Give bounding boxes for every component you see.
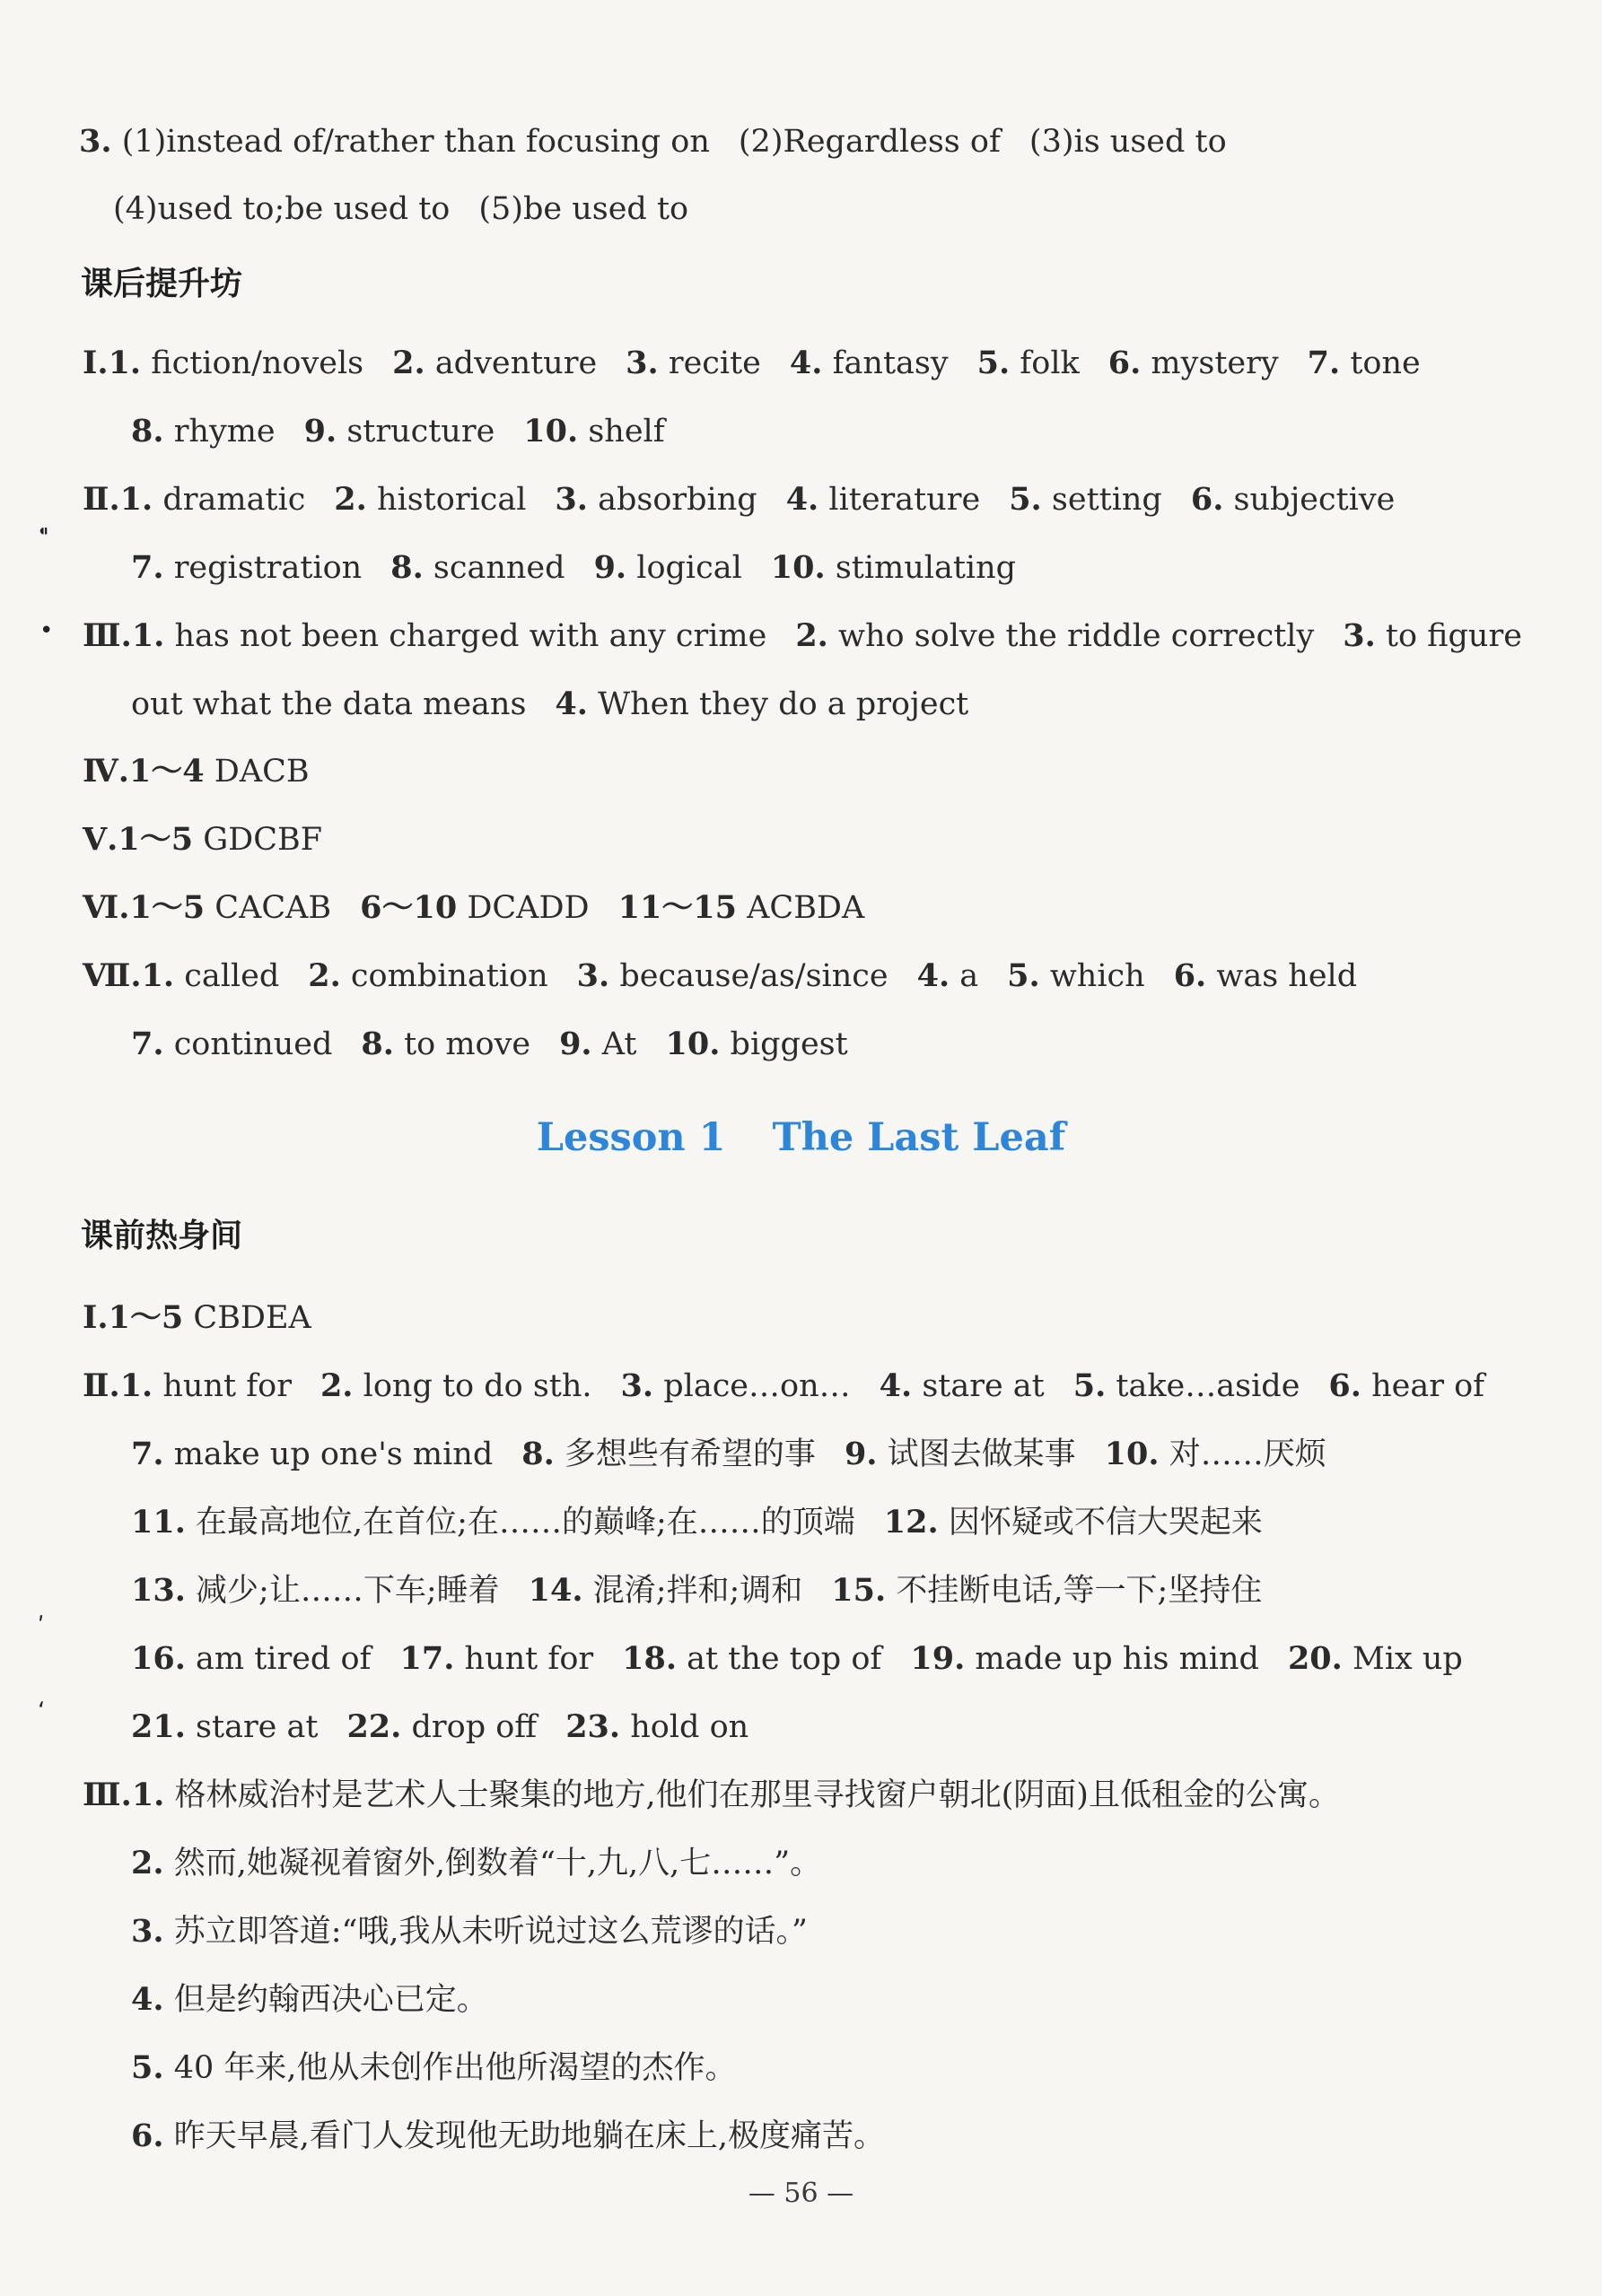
answer-text: 然而,她凝视着窗外,倒数着“十,九,八,七……”。 (173, 1846, 822, 1881)
answer-text: stimulating (835, 550, 1017, 586)
section-numeral: Ⅴ. (83, 821, 118, 858)
answer-item (83, 618, 766, 654)
question-number: 5. (1007, 957, 1040, 994)
answer-item (880, 1368, 1045, 1404)
margin-mark: • (39, 617, 54, 644)
answer-text: (5)be used to (478, 191, 689, 227)
question-number: 7. (131, 1026, 164, 1062)
question-number: 8. (131, 413, 164, 450)
answer-text: At (601, 1026, 637, 1062)
answer-line (0, 942, 1602, 1009)
answer-text: (2)Regardless of (738, 124, 1001, 160)
answer-text: 减少;让……下车;睡着 (196, 1573, 500, 1609)
answer-item (392, 345, 597, 381)
answer-text: stare at (196, 1709, 319, 1745)
question-number: 1. (119, 481, 153, 518)
question-number: 3. (131, 1913, 164, 1950)
question-number: 1. (131, 1777, 165, 1813)
question-number: 1～5 (108, 1299, 184, 1336)
answer-item (910, 1641, 1259, 1677)
answer-line (0, 466, 1602, 533)
answer-text: which (1049, 958, 1145, 994)
question-number: 1. (141, 957, 175, 994)
answer-item (622, 1641, 881, 1677)
answer-text: rhyme (173, 414, 276, 450)
answer-text: subjective (1233, 482, 1396, 518)
answer-item (131, 1982, 488, 2018)
answer-item (739, 124, 1001, 160)
answer-item (131, 414, 276, 450)
question-number: 14. (528, 1572, 583, 1609)
answer-line (0, 534, 1602, 601)
answer-text: hunt for (162, 1368, 292, 1404)
answer-item (626, 345, 761, 381)
margin-mark: ʻ (38, 1698, 46, 1724)
answer-text: who solve the riddle correctly (838, 618, 1315, 654)
answer-item (79, 124, 710, 160)
answer-item (845, 1436, 1076, 1472)
answer-text: (4)used to;be used to (113, 191, 451, 227)
answer-item (523, 414, 664, 450)
answer-text: historical (376, 482, 527, 518)
question-number: 10. (1104, 1436, 1160, 1472)
answer-item (831, 1573, 1262, 1609)
answer-item (131, 1573, 500, 1609)
answer-item (1288, 1641, 1463, 1677)
answer-text: hunt for (464, 1641, 594, 1677)
answer-item (1007, 958, 1145, 994)
question-number: 9. (593, 549, 627, 586)
answer-text: 对……厌烦 (1169, 1436, 1326, 1472)
question-number: 1. (131, 617, 165, 654)
answer-line (0, 1557, 1602, 1624)
answer-item (521, 1436, 816, 1472)
answer-item (83, 822, 322, 858)
answer-text: long to do sth. (363, 1368, 592, 1404)
answer-text: CACAB (214, 890, 332, 926)
answer-text: make up one's mind (173, 1436, 494, 1472)
answer-line (0, 176, 1602, 243)
question-number: 7. (131, 1436, 164, 1472)
section-numeral: Ⅲ. (83, 617, 132, 654)
answer-line (0, 2102, 1602, 2169)
question-number: 3. (620, 1367, 654, 1404)
question-number: 6～10 (360, 889, 458, 926)
answer-item (360, 890, 589, 926)
answer-text: 40 年来,他从未创作出他所渴望的杰作。 (173, 2050, 737, 2086)
answer-item (83, 1368, 292, 1404)
question-number: 9. (844, 1436, 878, 1472)
answer-item (400, 1641, 594, 1677)
answer-item (1328, 1368, 1484, 1404)
answer-item (131, 1026, 332, 1062)
answer-item (771, 550, 1016, 586)
question-number: 4. (879, 1367, 913, 1404)
answer-item (113, 191, 450, 227)
answer-text: because/as/since (619, 958, 889, 994)
question-number: 6. (1190, 481, 1224, 518)
answer-item (478, 191, 688, 227)
lesson-number: Lesson 1 (536, 1115, 726, 1160)
question-number: 2. (308, 957, 341, 994)
answer-item (1191, 482, 1396, 518)
answer-text: 昨天早晨,看门人发现他无助地躺在床上,极度痛苦。 (173, 2118, 885, 2154)
question-number: 3. (79, 123, 112, 160)
section-numeral: Ⅰ. (83, 345, 109, 381)
question-number: 5. (1009, 481, 1042, 518)
answer-line (0, 1966, 1602, 2033)
answer-line (0, 1010, 1602, 1078)
answer-item (529, 1573, 803, 1609)
answer-text: called (184, 958, 280, 994)
question-number: 11. (131, 1504, 186, 1541)
answer-text: 格林威治村是艺术人士聚集的地方,他们在那里寻找窗户朝北(阴面)且低租金的公寓。 (174, 1777, 1340, 1813)
question-number: 1. (108, 345, 142, 381)
answer-item (308, 958, 547, 994)
question-number: 6. (1328, 1367, 1361, 1404)
question-number: 3. (1343, 617, 1376, 654)
question-number: 17. (399, 1640, 455, 1677)
answer-text: literature (828, 482, 981, 518)
answer-item (559, 1026, 636, 1062)
answer-item (346, 1709, 537, 1745)
question-number: 16. (131, 1640, 186, 1677)
question-number: 6. (1173, 957, 1207, 994)
question-number: 2. (795, 617, 828, 654)
answer-text: adventure (434, 345, 598, 381)
question-number: 4. (555, 685, 588, 722)
answer-item (131, 1846, 821, 1881)
answer-text: DACB (214, 754, 310, 790)
answer-line (0, 1898, 1602, 1965)
answer-text: a (959, 958, 979, 994)
answer-item (1073, 1368, 1300, 1404)
answer-text: has not been charged with any crime (174, 618, 767, 654)
answer-line (0, 1488, 1602, 1556)
answer-item (83, 958, 279, 994)
answer-text: registration (173, 550, 363, 586)
answer-text: GDCBF (203, 822, 323, 858)
answer-text: 混淆;拌和;调和 (592, 1573, 803, 1609)
question-number: 3. (626, 345, 659, 381)
answer-item (621, 1368, 851, 1404)
answer-line (0, 602, 1602, 669)
answer-line (0, 1693, 1602, 1760)
question-number: 4. (789, 345, 823, 381)
answer-item (131, 2118, 885, 2154)
question-number: 10. (665, 1026, 721, 1062)
question-number: 10. (770, 549, 826, 586)
question-number: 1. (119, 1367, 153, 1404)
margin-mark: ʹ (38, 1613, 45, 1640)
question-number: 13. (131, 1572, 186, 1609)
page-number: — 56 — (748, 2178, 854, 2209)
answer-item (618, 890, 865, 926)
answer-text: When they do a project (598, 686, 969, 722)
answer-item (977, 345, 1080, 381)
question-number: 7. (1307, 345, 1341, 381)
question-number: 22. (346, 1708, 402, 1745)
question-number: 9. (303, 413, 337, 450)
answer-text: hold on (630, 1709, 749, 1745)
section-numeral: Ⅶ. (83, 957, 142, 994)
answer-text: recite (668, 345, 761, 381)
answer-text: am tired of (196, 1641, 372, 1677)
answer-item (304, 414, 495, 450)
answer-item (1343, 618, 1522, 654)
answer-item (83, 345, 363, 381)
answer-line (0, 874, 1602, 941)
answer-item (131, 1436, 493, 1472)
section-numeral: Ⅵ. (83, 889, 130, 926)
answer-text: absorbing (598, 482, 757, 518)
answer-text: tone (1350, 345, 1421, 381)
answer-item (1174, 958, 1357, 994)
answer-text: setting (1051, 482, 1162, 518)
answer-text: 因怀疑或不信大哭起来 (948, 1505, 1263, 1541)
question-number: 2. (334, 481, 367, 518)
answer-item (334, 482, 526, 518)
section-numeral: Ⅱ. (83, 481, 120, 518)
answer-text: 不挂断电话,等一下;坚持住 (896, 1573, 1263, 1609)
answer-item (594, 550, 742, 586)
question-number: 4. (131, 1981, 164, 2018)
answer-text: mystery (1151, 345, 1279, 381)
question-number: 21. (131, 1708, 186, 1745)
answer-item (320, 1368, 592, 1404)
question-number: 4. (916, 957, 950, 994)
section-numeral: Ⅳ. (83, 753, 129, 790)
answer-text: 但是约翰西决心已定。 (173, 1982, 488, 2018)
answer-text: (3)is used to (1029, 124, 1227, 160)
answer-text: out what the data means (131, 686, 527, 722)
question-number: 9. (559, 1026, 592, 1062)
answer-text: structure (346, 414, 495, 450)
answer-text: was held (1216, 958, 1358, 994)
answer-text: 在最高地位,在首位;在……的巅峰;在……的顶端 (196, 1505, 855, 1541)
answer-item (884, 1505, 1263, 1541)
answer-item (795, 618, 1314, 654)
answer-line (0, 806, 1602, 873)
question-number: 3. (576, 957, 610, 994)
answer-item (577, 958, 889, 994)
section-numeral: Ⅲ. (83, 1777, 132, 1813)
answer-item (131, 1709, 318, 1745)
question-number: 1～5 (118, 821, 194, 858)
answer-item (131, 1505, 855, 1541)
question-number: 11～15 (617, 889, 738, 926)
question-number: 8. (390, 549, 424, 586)
answer-text: take…aside (1116, 1368, 1300, 1404)
lesson-title (0, 1106, 1602, 1169)
question-number: 6. (1107, 345, 1142, 381)
answer-text: (1)instead of/rather than focusing on (121, 124, 710, 160)
question-number: 6. (131, 2117, 164, 2154)
answer-text: hear of (1371, 1368, 1485, 1404)
answer-text: stare at (922, 1368, 1045, 1404)
question-number: 3. (555, 481, 588, 518)
answer-item (555, 482, 757, 518)
answer-text: Mix up (1353, 1641, 1463, 1677)
answer-item (917, 958, 979, 994)
question-number: 10. (523, 413, 579, 450)
answer-text: 多想些有希望的事 (564, 1436, 816, 1472)
answer-line (0, 738, 1602, 805)
answer-text: dramatic (162, 482, 306, 518)
answer-item (565, 1709, 748, 1745)
answer-item (790, 345, 949, 381)
section-heading-after-class: 课后提升坊 (81, 266, 243, 302)
answer-item (361, 1026, 530, 1062)
question-number: 1～5 (129, 889, 206, 926)
answer-item (786, 482, 981, 518)
answer-item (666, 1026, 848, 1062)
question-number: 2. (392, 345, 425, 381)
answer-item (131, 686, 526, 722)
answer-item (83, 482, 305, 518)
answer-text: 试图去做某事 (887, 1436, 1076, 1472)
answer-line (0, 2034, 1602, 2101)
question-number: 2. (131, 1845, 164, 1881)
answer-text: to move (404, 1026, 531, 1062)
question-number: 12. (883, 1504, 939, 1541)
section-numeral: Ⅰ. (83, 1299, 109, 1336)
answer-text: CBDEA (193, 1300, 311, 1336)
answer-text: shelf (588, 414, 665, 450)
question-number: 1～4 (128, 753, 205, 790)
margin-mark: ⁌ (38, 519, 49, 546)
question-number: 18. (622, 1640, 678, 1677)
answer-line (0, 397, 1602, 465)
answer-item (83, 1300, 311, 1336)
answer-item (1009, 482, 1162, 518)
question-number: 5. (976, 345, 1011, 381)
answer-item (131, 1914, 808, 1950)
answer-line (0, 1420, 1602, 1488)
answer-text: drop off (411, 1709, 538, 1745)
answer-item (555, 686, 968, 722)
answer-line (0, 108, 1602, 175)
question-number: 4. (785, 481, 819, 518)
answer-item (131, 550, 362, 586)
answer-text: DCADD (467, 890, 590, 926)
answer-text: continued (173, 1026, 333, 1062)
question-number: 23. (565, 1708, 621, 1745)
answer-line (0, 1352, 1602, 1419)
answer-item (83, 754, 310, 790)
lesson-name: The Last Leaf (772, 1115, 1066, 1160)
answer-line (0, 1761, 1602, 1829)
answer-text: fiction/novels (151, 345, 364, 381)
question-number: 19. (910, 1640, 966, 1677)
answer-item (83, 1777, 1340, 1813)
answer-line (0, 329, 1602, 397)
answer-item (131, 2050, 736, 2086)
question-number: 5. (1072, 1367, 1107, 1404)
answer-item (1029, 124, 1227, 160)
answer-text: made up his mind (975, 1641, 1259, 1677)
answer-text: to figure (1385, 618, 1522, 654)
answer-text: folk (1020, 345, 1080, 381)
answer-item (390, 550, 565, 586)
question-number: 20. (1287, 1640, 1343, 1677)
answer-item (1108, 345, 1279, 381)
answer-text: place…on… (663, 1368, 851, 1404)
question-number: 2. (320, 1367, 354, 1404)
section-heading-before-class: 课前热身间 (81, 1218, 243, 1254)
answer-item (1308, 345, 1421, 381)
answer-text: 苏立即答道:“哦,我从未听说过这么荒谬的话。” (173, 1914, 808, 1950)
question-number: 5. (131, 2049, 164, 2086)
answer-item (131, 1641, 372, 1677)
answer-text: at the top of (687, 1641, 882, 1677)
question-number: 8. (521, 1436, 555, 1472)
question-number: 15. (831, 1572, 887, 1609)
answer-line (0, 1829, 1602, 1897)
answer-text: combination (350, 958, 548, 994)
answer-text: scanned (433, 550, 565, 586)
answer-line (0, 670, 1602, 738)
section-numeral: Ⅱ. (83, 1367, 120, 1404)
answer-text: logical (636, 550, 742, 586)
answer-item (1105, 1436, 1326, 1472)
answer-item (83, 890, 331, 926)
answer-text: ACBDA (747, 890, 865, 926)
answer-line (0, 1625, 1602, 1692)
answer-text: biggest (730, 1026, 848, 1062)
answer-text: fantasy (832, 345, 949, 381)
answer-line (0, 1284, 1602, 1351)
question-number: 7. (131, 549, 164, 586)
question-number: 8. (361, 1026, 394, 1062)
